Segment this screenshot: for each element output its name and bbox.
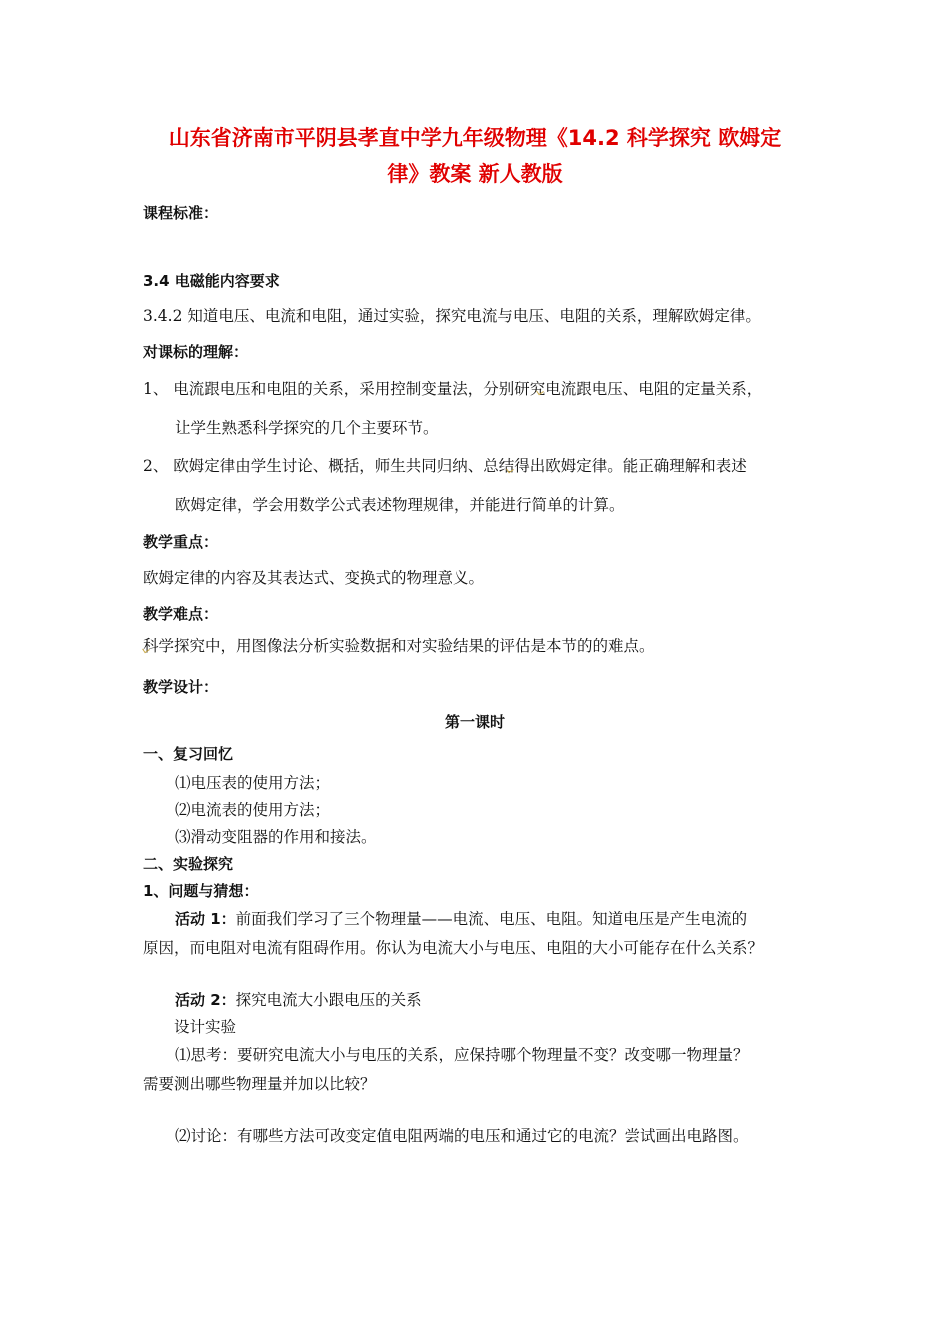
section-3-4-heading: 3.4 电磁能内容要求 [143, 272, 280, 290]
understanding-item-1: 1、 电流跟电压和电阻的关系，采用控制变量法，分别研究电流跟电压、电阻的定量关系， [143, 380, 763, 398]
understanding-item-2: 2、 欧姆定律由学生讨论、概括，师生共同归纳、总结得出欧姆定律。能正确理解和表述 [143, 457, 747, 475]
activity-1 [175, 908, 747, 930]
requirement-3-4-2: 3.4.2 知道电压、电流和电阻，通过实验，探究电流与电压、电阻的关系，理解欧姆定律。 [143, 307, 761, 325]
review-heading: 一、复习回忆 [143, 745, 234, 763]
lesson-title: 第一课时 [444, 713, 505, 731]
design-experiment: 设计实验 [174, 1018, 237, 1036]
document-title-line-1: 山东省济南市平阴县孝直中学九年级物理《14.2 科学探究 欧姆定 [168, 126, 782, 150]
activity-2-text: 探究电流大小跟电压的关系 [235, 991, 422, 1009]
understanding-heading: 对课标的理解： [143, 343, 249, 361]
review-item-2: ⑵电流表的使用方法； [175, 801, 331, 819]
experiment-heading: 二、实验探究 [143, 855, 234, 873]
review-item-3: ⑶滑动变阻器的作用和接法。 [175, 828, 377, 846]
difficulty-text: 科学探究中，用图像法分析实验数据和对实验结果的评估是本节的的难点。 [143, 637, 655, 655]
document-title-line-2: 律》教案 新人教版 [387, 162, 563, 186]
activity-1-text: 前面我们学习了三个物理量——电流、电压、电阻。知道电压是产生电流的 [235, 910, 748, 928]
difficulty-heading: 教学难点： [143, 605, 219, 623]
question-heading: 1、问题与猜想： [143, 882, 259, 900]
curriculum-heading: 课程标准： [143, 204, 219, 222]
understanding-item-2-cont: 欧姆定律，学会用数学公式表述物理规律，并能进行简单的计算。 [175, 496, 625, 514]
understanding-item-1-cont: 让学生熟悉科学探究的几个主要环节。 [175, 419, 439, 437]
think-question: ⑴思考：要研究电流大小与电压的关系，应保持哪个物理量不变？改变哪一物理量？ [175, 1046, 749, 1064]
discuss-question: ⑵讨论：有哪些方法可改变定值电阻两端的电压和通过它的电流？尝试画出电路图。 [175, 1127, 749, 1145]
activity-2 [175, 989, 422, 1011]
key-points-heading: 教学重点： [143, 533, 219, 551]
activity-1-cont: 原因，而电阻对电流有阻碍作用。你认为电流大小与电压、电阻的大小可能存在什么关系？ [143, 939, 764, 957]
activity-2-label: 活动 2： [175, 991, 236, 1009]
review-item-1: ⑴电压表的使用方法； [175, 774, 331, 792]
teaching-design-heading: 教学设计： [143, 678, 219, 696]
activity-1-label: 活动 1： [175, 910, 236, 928]
key-points-text: 欧姆定律的内容及其表达式、变换式的物理意义。 [143, 569, 485, 587]
think-question-cont: 需要测出哪些物理量并加以比较？ [143, 1075, 376, 1093]
